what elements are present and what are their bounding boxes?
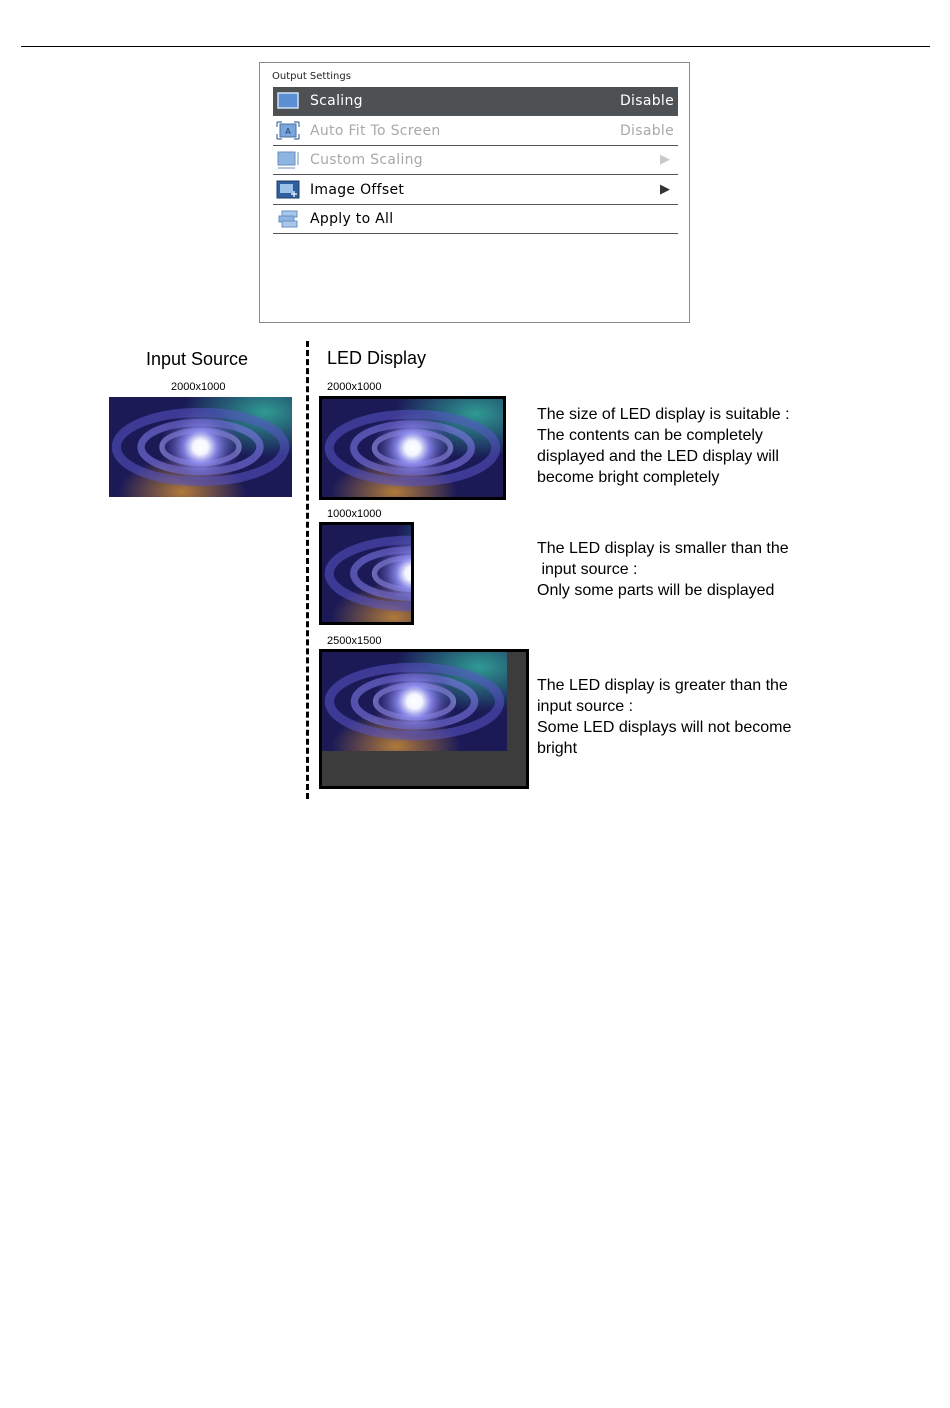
case1-line: become bright completely [537,469,720,486]
menu-item-apply-all[interactable] [273,205,678,234]
image-offset-icon [276,180,300,199]
auto-fit-icon [276,121,300,140]
case3-led-display [319,649,529,789]
menu-item-custom-scaling[interactable] [273,146,678,175]
apply-all-icon [276,209,300,228]
menu-title: Output Settings [272,71,351,82]
case3-line: bright [537,740,578,757]
input-resolution-label: 2000x1000 [171,381,226,393]
custom-scaling-icon [276,150,300,169]
menu-item-value: Disable [619,123,674,139]
chevron-right-icon: ▶ [660,152,670,167]
input-source-header: Input Source [146,349,249,369]
top-rule [21,46,930,47]
menu-item-value: Disable [619,93,674,109]
menu-item-image-offset[interactable] [273,176,678,205]
led-display-header: LED Display [327,348,427,368]
case1-description [537,404,790,488]
menu-item-label: Auto Fit To Screen [310,123,441,139]
case1-line: The contents can be completely [537,427,763,444]
case2-resolution-label: 1000x1000 [327,508,382,520]
menu-item-label: Custom Scaling [310,152,423,168]
case3-description [537,675,791,759]
case1-led-display [319,396,506,500]
svg-text:A: A [285,127,291,136]
case1-line: The size of LED display is suitable : [537,406,790,423]
case3-resolution-label: 2500x1500 [327,635,382,647]
case1-line: displayed and the LED display will [537,448,779,465]
case2-line: The LED display is smaller than the [537,540,789,557]
case3-line: The LED display is greater than the [537,677,788,694]
case1-resolution-label: 2000x1000 [327,381,382,393]
menu-item-label: Image Offset [310,182,405,198]
case2-line: Only some parts will be displayed [537,582,775,599]
menu-item-label: Scaling [310,93,363,109]
dashed-divider [306,341,309,799]
menu-item-scaling[interactable] [273,87,678,116]
menu-item-auto-fit[interactable] [273,117,678,146]
output-settings-menu [259,62,690,323]
menu-item-label: Apply to All [310,211,394,227]
case2-description [537,538,789,601]
case2-led-display [319,522,414,625]
input-source-image [109,397,292,497]
case3-line: input source : [537,698,634,715]
case3-line: Some LED displays will not become [537,719,792,736]
chevron-right-icon: ▶ [660,182,670,197]
scaling-icon [276,91,300,110]
case2-line: input source : [537,561,638,578]
